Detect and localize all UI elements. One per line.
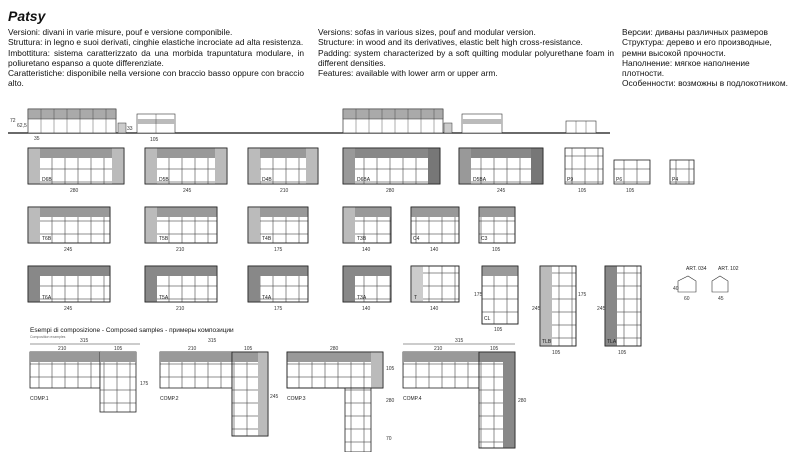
russian-structure: Структура: дерево и его производные, ремни высокой прочности.: [622, 37, 772, 58]
label-c3: C3: [481, 236, 488, 242]
sofa-d5ba: [459, 148, 543, 184]
dim-tlb-h: 245: [532, 306, 541, 312]
comp3-dim-280: 280: [330, 346, 339, 352]
dim-t5a: 210: [176, 306, 185, 312]
label-tla: TLA: [607, 339, 617, 345]
dim-cl-h: 175: [474, 292, 483, 298]
profile-pouf-1: [118, 123, 126, 133]
dim-t6a: 245: [64, 306, 73, 312]
sofa-t3b: [343, 207, 391, 243]
dim-c3: 105: [492, 247, 501, 253]
comp2-label: COMP.2: [160, 396, 179, 402]
dim-tla-h: 245: [597, 306, 606, 312]
label-t4b: T4B: [262, 236, 272, 242]
russian-padding: Наполнение: мягкое наполнение плотности.: [622, 57, 750, 79]
label-p9: P9: [567, 177, 574, 183]
dim-35: 35: [34, 136, 40, 142]
dim-d5ba: 245: [497, 188, 506, 194]
comp1-dim-210: 210: [58, 346, 67, 352]
sofa-t3a: [343, 266, 391, 302]
sofa-t6b: [28, 207, 110, 243]
sofa-d4b: [248, 148, 318, 184]
comp1-dim-315: 315: [80, 338, 89, 344]
profile-sofa-2: [137, 114, 175, 133]
sofa-t5a: [145, 266, 217, 302]
label-d6ba: D6BA: [357, 177, 371, 183]
italian-structure: Struttura: in legno e suoi derivati, cinghie elastiche incrociate ad alta resistenza.: [8, 37, 304, 48]
label-t3b: T3B: [357, 236, 367, 242]
profile-sofa-4: [462, 114, 502, 133]
label-tlb: TLB: [542, 339, 552, 345]
comp1-label: COMP.1: [30, 396, 49, 402]
comp4-dim-105: 105: [490, 346, 499, 352]
art034-drawing: [678, 276, 696, 292]
label-c4: C4: [413, 236, 420, 242]
comp1-dim-105: 105: [114, 346, 123, 352]
comp3-label: COMP.3: [287, 396, 306, 402]
comp3-dim-280-h: 280: [386, 398, 395, 404]
samples-subheading: Composition examples: [30, 335, 66, 339]
composition-3: [287, 352, 383, 452]
english-structure: Structure: in wood and its derivatives, elastic belt high cross-resistance.: [318, 37, 583, 48]
comp1-dim-175: 175: [140, 381, 149, 387]
sofa-t5b: [145, 207, 217, 243]
comp3-dim-70: 70: [386, 436, 392, 442]
comp4-dim-315: 315: [455, 338, 464, 344]
dim-d5b: 245: [183, 188, 192, 194]
dim-t4a: 175: [274, 306, 283, 312]
label-p4: P4: [672, 177, 679, 183]
dim-t3a: 140: [362, 306, 371, 312]
english-features: Features: available with lower arm or upper arm.: [318, 68, 498, 79]
comp2-dim-315: 315: [208, 338, 217, 344]
sofa-t: [411, 266, 459, 302]
label-art034: ART. 034: [686, 266, 707, 272]
comp4-label: COMP.4: [403, 396, 422, 402]
comp2-dim-210: 210: [188, 346, 197, 352]
label-t5a: T5A: [159, 295, 169, 301]
label-d4b: D4B: [262, 177, 272, 183]
profile-pouf-2: [444, 123, 452, 133]
comp4-dim-210: 210: [434, 346, 443, 352]
dim-art102-w: 45: [718, 296, 724, 302]
dim-105: 105: [150, 137, 159, 143]
sofa-t4a: [248, 266, 308, 302]
dim-t3b: 140: [362, 247, 371, 253]
label-t3a: T3A: [357, 295, 367, 301]
label-p6: P6: [616, 177, 623, 183]
profile-sofa-1: [28, 109, 116, 133]
italian-features: Caratteristiche: disponibile nella versione con braccio basso oppure con braccio alto.: [8, 68, 304, 89]
label-t: T: [414, 295, 418, 301]
dim-t6b: 245: [64, 247, 73, 253]
label-d6b: D6B: [42, 177, 52, 183]
label-d5ba: D5BA: [473, 177, 487, 183]
dim-d4b: 210: [280, 188, 289, 194]
label-t5b: T5B: [159, 236, 169, 242]
english-versions: Versions: sofas in various sizes, pouf and modular version.: [318, 27, 536, 37]
dim-t: 140: [430, 306, 439, 312]
label-d5b: D5B: [159, 177, 169, 183]
profile-sofa-3: [343, 109, 443, 133]
sofa-d5b: [145, 148, 227, 184]
profile-pouf-3: [566, 121, 596, 133]
sofa-tla: [605, 266, 641, 346]
dim-tla-w: 105: [618, 350, 627, 356]
art102-drawing: [712, 276, 728, 292]
dim-d6b: 280: [70, 188, 79, 194]
italian-versions: Versioni: divani in varie misure, pouf e versione componibile.: [8, 27, 233, 37]
dim-33: 33: [127, 126, 133, 132]
label-cl: CL: [484, 316, 491, 322]
comp2-dim-105: 105: [244, 346, 253, 352]
sofa-t4b: [248, 207, 308, 243]
label-t6a: T6A: [42, 295, 52, 301]
composition-2: [160, 352, 268, 436]
dim-tlb-h2: 175: [578, 292, 587, 298]
russian-versions: Версии: диваны различных размеров: [622, 27, 768, 37]
russian-features: Особенности: возможны в подлокотником.: [622, 78, 788, 89]
label-art102: ART. 102: [718, 266, 739, 272]
samples-heading: Esempi di composizione - Composed samples - примеры композиции: [30, 327, 234, 334]
page-title: Patsy: [8, 8, 46, 24]
dim-art034-w: 60: [684, 296, 690, 302]
sofa-tlb: [540, 266, 576, 346]
dim-c4: 140: [430, 247, 439, 253]
comp4-dim-280: 280: [518, 398, 527, 404]
dim-cl-w: 105: [494, 327, 503, 333]
dim-62: 62,5: [17, 123, 27, 129]
sofa-t6a: [28, 266, 110, 302]
comp2-dim-245: 245: [270, 394, 279, 400]
dim-72: 72: [10, 118, 16, 124]
comp3-dim-105: 105: [386, 366, 395, 372]
dim-p9: 105: [578, 188, 587, 194]
dim-d6ba: 280: [386, 188, 395, 194]
dim-art034-h: 40: [673, 286, 679, 292]
dim-t5b: 210: [176, 247, 185, 253]
english-padding: Padding: system characterized by a soft quilting modular polyurethane foam in different densities.: [318, 47, 614, 68]
dim-tlb-w: 105: [552, 350, 561, 356]
dim-p6: 105: [626, 188, 635, 194]
dim-t4b: 175: [274, 247, 283, 253]
label-t6b: T6B: [42, 236, 52, 242]
italian-padding: Imbottitura: sistema caratterizzato da una morbida trapuntatura modulare, in poliuretano espanso a quote differenziate.: [8, 47, 304, 68]
label-t4a: T4A: [262, 295, 272, 301]
